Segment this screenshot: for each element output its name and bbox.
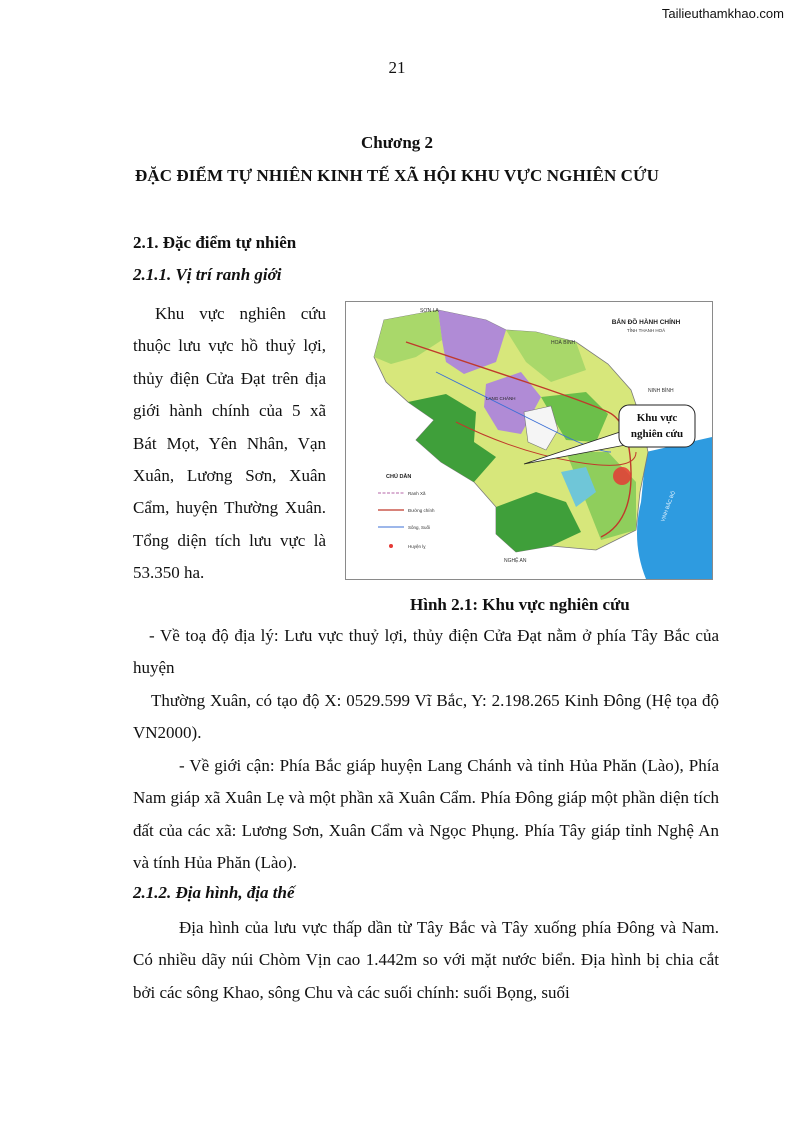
map-subtitle: TỈNH THANH HOÁ <box>626 328 666 333</box>
side-paragraph <box>133 298 326 590</box>
paragraph-terrain-text: Địa hình của lưu vực thấp dần từ Tây Bắc và Tây xuống phía Đông và Nam. Có nhiều dãy núi Chòm Vịn cao 1.442m so với mặt nước biển. Địa hình bị chia cắt bởi các sông Khao, sông Chu và các suối chính: suối Bọng, suối <box>133 918 719 1002</box>
label-nghe-an: NGHỆ AN <box>504 558 527 564</box>
section-heading-2-1-1: 2.1.1. Vị trí ranh giới <box>133 265 282 284</box>
map-title: BẢN ĐỒ HÀNH CHÍNH <box>611 319 681 326</box>
label-ninh-binh: NINH BÌNH <box>648 388 674 394</box>
watermark: Tailieuthamkhao.com <box>661 6 784 21</box>
section-heading-2-1-2: 2.1.2. Địa hình, địa thế <box>133 883 295 902</box>
section-heading-2-1: 2.1. Đặc điểm tự nhiên <box>133 233 297 252</box>
side-paragraph-text: Khu vực nghiên cứu thuộc lưu vực hồ thuỷ lợi, thủy điện Cửa Đạt trên địa giới hành chính của 5 xã Bát Mọt, Yên Nhân, Vạn Xuân, Lương Sơn, Xuân Cẩm, huyện Thường Xuân. Tổng diện tích lưu vực là 53.350 ha. <box>133 304 326 583</box>
paragraph-coordinates <box>133 620 719 750</box>
paragraph-borders-text: - Về giới cận: Phía Bắc giáp huyện Lang Chánh và tỉnh Hủa Phăn (Lào), Phía Nam giáp xã Xuân Lẹ và một phần xã Xuân Cẩm. Phía Đông giáp một phần diện tích đất của các xã: Lương Sơn, Xuân Cẩm và Ngọc Phụng. Phía Tây giáp tỉnh Nghệ An và tính Hủa Phăn (Lào). <box>133 756 719 873</box>
legend-item-commune-border: Ranh Xã <box>408 491 426 496</box>
paragraph-terrain <box>133 912 719 1009</box>
label-gulf: VỊNH BẮC BỘ <box>660 490 677 523</box>
legend-item-district-town: Huyện lỵ <box>408 544 426 549</box>
chapter-title: ĐẶC ĐIỂM TỰ NHIÊN KINH TẾ XÃ HỘI KHU VỰC NGHIÊN CỨU <box>134 166 660 185</box>
provincial-city <box>613 467 631 485</box>
legend-item-river: Sông, Suối <box>408 525 431 530</box>
paragraph-coordinates-line-1: - Về toạ độ địa lý: Lưu vực thuỷ lợi, thủy điện Cửa Đạt nằm ở phía Tây Bắc của huyện <box>133 626 719 678</box>
paragraph-coordinates-line-2: Thường Xuân, có tạo độ X: 0529.599 Vĩ Bắc, Y: 2.198.265 Kinh Đông (Hệ tọa độ VN2000). <box>133 690 719 743</box>
administrative-map <box>346 302 712 579</box>
legend-title: CHÚ DẪN <box>386 474 412 480</box>
figure-caption: Hình 2.1: Khu vực nghiên cứu <box>410 595 630 614</box>
callout-line-1: Khu vực <box>636 412 678 424</box>
label-hoa-binh: HOÀ BÌNH <box>551 340 576 346</box>
callout-line-2: nghiên cứu <box>630 428 684 440</box>
map-figure <box>345 301 713 580</box>
page-number: 21 <box>388 58 406 77</box>
chapter-heading: Chương 2 <box>360 133 434 152</box>
paragraph-borders <box>133 750 719 880</box>
legend-item-main-road: Đường chính <box>408 508 435 513</box>
sea-area <box>637 437 712 579</box>
legend-swatch-district-town <box>389 544 393 548</box>
label-lang-chanh: LANG CHÁNH <box>486 396 516 401</box>
label-son-la: SƠN LA <box>420 308 439 314</box>
